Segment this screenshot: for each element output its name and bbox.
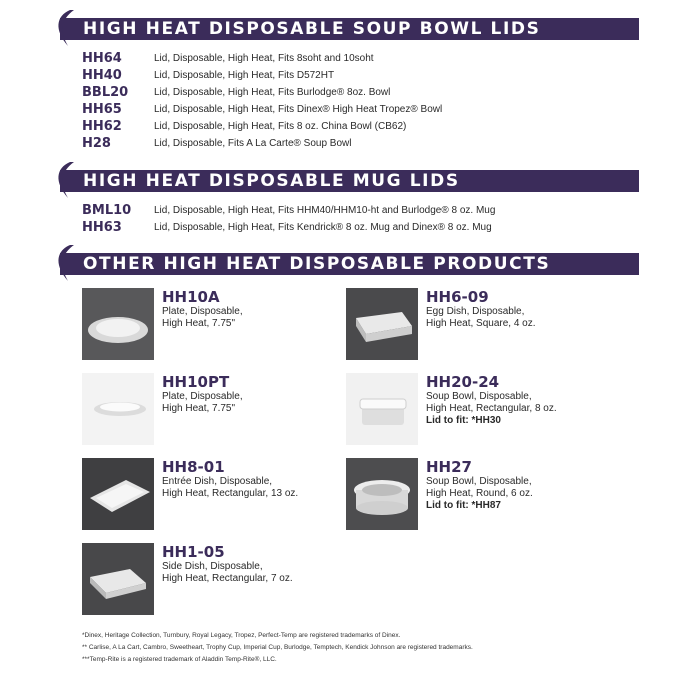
item-description: Lid, Disposable, High Heat, Fits Burlodge® 8oz. Bowl: [154, 87, 391, 98]
item-code: HH64: [82, 51, 122, 66]
product-description: High Heat, Rectangular, 13 oz.: [162, 488, 299, 499]
item-description: Lid, Disposable, High Heat, Fits HHM40/HHM10-ht and Burlodge® 8 oz. Mug: [154, 205, 496, 216]
product-description: Egg Dish, Disposable,: [426, 306, 525, 317]
product-code: HH10PT: [162, 373, 230, 391]
product-code: HH10A: [162, 288, 220, 306]
swoosh-ornament: [48, 160, 80, 200]
product-description: High Heat, Round, 6 oz.: [426, 488, 533, 499]
product-description: Entrée Dish, Disposable,: [162, 476, 273, 487]
item-description: Lid, Disposable, High Heat, Fits Dinex® High Heat Tropez® Bowl: [154, 104, 443, 115]
product-description: High Heat, Rectangular, 8 oz.: [426, 403, 557, 414]
product-code: HH27: [426, 458, 472, 476]
product-description: Soup Bowl, Disposable,: [426, 391, 532, 402]
section-title-soup-lids: HIGH HEAT DISPOSABLE SOUP BOWL LIDS: [83, 19, 541, 39]
product-description: Side Dish, Disposable,: [162, 561, 263, 572]
item-description: Lid, Disposable, High Heat, Fits Kendrick® 8 oz. Mug and Dinex® 8 oz. Mug: [154, 222, 492, 233]
product-photo-egg-dish: [346, 288, 418, 360]
lid-to-fit: Lid to fit: *HH30: [426, 415, 501, 426]
section-title-mug-lids: HIGH HEAT DISPOSABLE MUG LIDS: [83, 171, 460, 191]
item-description: Lid, Disposable, High Heat, Fits D572HT: [154, 70, 335, 81]
product-description: High Heat, Square, 4 oz.: [426, 318, 536, 329]
footnote: ***Temp-Rite is a registered trademark of Aladdin Temp-Rite®, LLC.: [82, 656, 277, 663]
product-photo-round-bowl: [346, 458, 418, 530]
item-code: BML10: [82, 203, 132, 218]
footnote: *Dinex, Heritage Collection, Turnbury, Royal Legacy, Tropez, Perfect-Temp are registered trademarks of Dinex.: [82, 632, 401, 639]
item-description: Lid, Disposable, Fits A La Carte® Soup Bowl: [154, 138, 352, 149]
item-code: HH62: [82, 119, 122, 134]
item-code: HH65: [82, 102, 122, 117]
section-title-other: OTHER HIGH HEAT DISPOSABLE PRODUCTS: [83, 254, 551, 274]
product-photo-entree-dish: [82, 458, 154, 530]
item-code: BBL20: [82, 85, 129, 100]
product-description: Plate, Disposable,: [162, 391, 243, 402]
footnote: ** Carlise, A La Cart, Cambro, Sweetheart, Trophy Cup, Imperial Cup, Burlodge, Temptech, Kendick Johnson are registered trademarks.: [82, 644, 473, 651]
product-photo-plate: [82, 373, 154, 445]
product-photo-soup-bowl: [346, 373, 418, 445]
item-description: Lid, Disposable, High Heat, Fits 8soht and 10soht: [154, 53, 374, 64]
product-photo-plate: [82, 288, 154, 360]
product-description: Soup Bowl, Disposable,: [426, 476, 532, 487]
item-description: Lid, Disposable, High Heat, Fits 8 oz. China Bowl (CB62): [154, 121, 407, 132]
item-code: HH63: [82, 220, 122, 235]
item-code: HH40: [82, 68, 122, 83]
swoosh-ornament: [48, 8, 80, 48]
product-description: High Heat, Rectangular, 7 oz.: [162, 573, 293, 584]
product-photo-side-dish: [82, 543, 154, 615]
product-description: Plate, Disposable,: [162, 306, 243, 317]
item-code: H28: [82, 136, 111, 151]
swoosh-ornament: [48, 243, 80, 283]
product-code: HH6-09: [426, 288, 489, 306]
lid-to-fit: Lid to fit: *HH87: [426, 500, 501, 511]
product-code: HH8-01: [162, 458, 225, 476]
product-code: HH1-05: [162, 543, 225, 561]
product-code: HH20-24: [426, 373, 500, 391]
product-description: High Heat, 7.75": [162, 403, 236, 414]
product-description: High Heat, 7.75": [162, 318, 236, 329]
